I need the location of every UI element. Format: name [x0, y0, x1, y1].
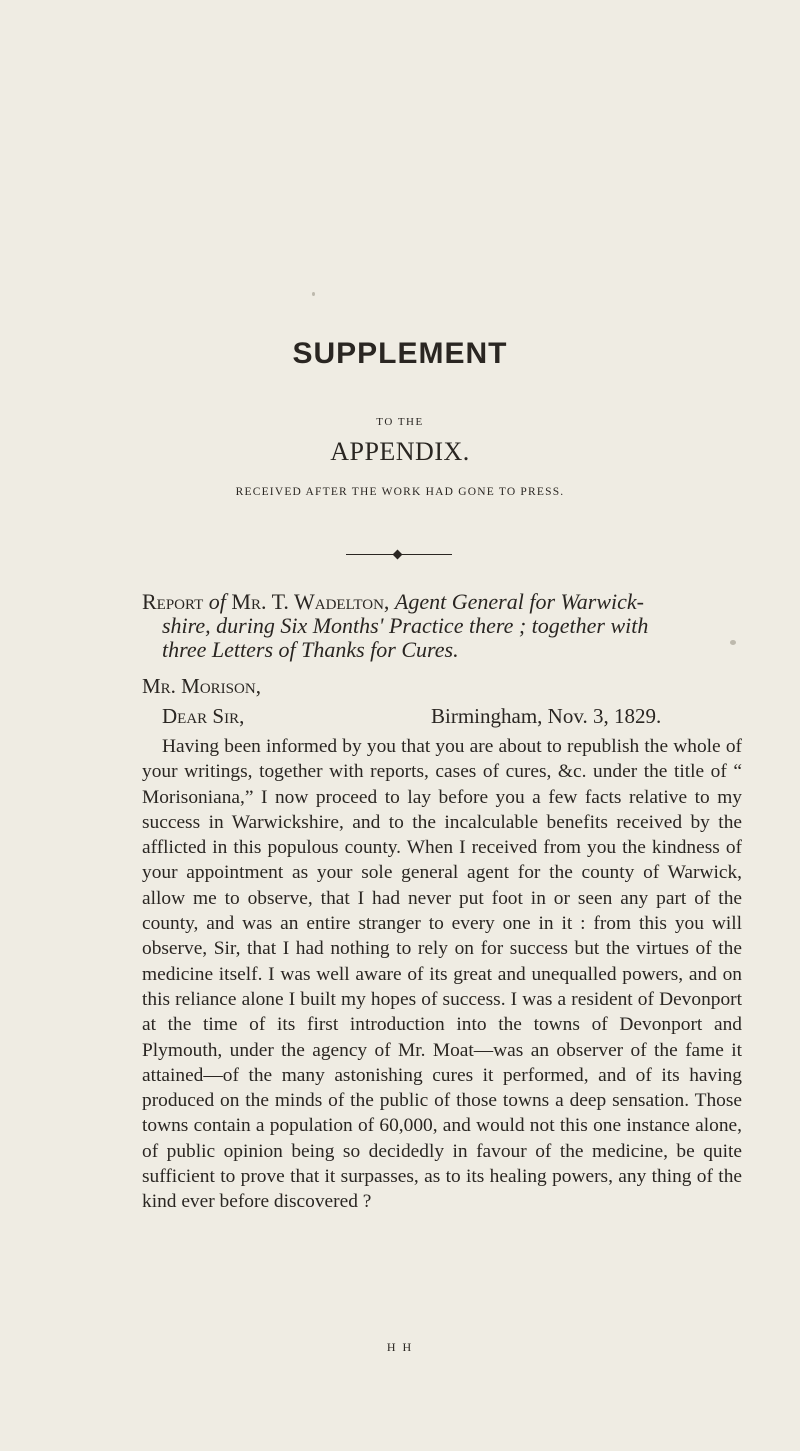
report-title-line2: shire, during Six Months' Practice there ; together with [162, 613, 649, 638]
divider-ornament-icon [393, 550, 403, 560]
report-of: of [208, 589, 226, 614]
report-title [142, 590, 742, 662]
received-note: RECEIVED AFTER THE WORK HAD GONE TO PRESS. [235, 486, 565, 498]
salutation: Dear Sir, [162, 704, 245, 728]
report-title-line1: Agent General for Warwick- [394, 589, 645, 614]
report-title-line3: three Letters of Thanks for Cures. [162, 637, 459, 662]
dateline: Birmingham, Nov. 3, 1829. [431, 704, 662, 728]
signature-mark: H H [386, 1340, 414, 1354]
paper-speck [312, 292, 315, 296]
addressee: Mr. Morison, [142, 674, 261, 698]
subheading-appendix: APPENDIX. [330, 437, 470, 466]
subheading-to: TO THE [376, 416, 424, 428]
letter-body: Having been informed by you that you are about to republish the whole of your writings, together with reports, cases of cures, &c. under the title of “ Morisoniana,” I now proceed to lay before you a few facts relative to my success in Warwickshire, and to the incalculable benefits received by the afflicted in this populous county. When I received from you the kindness of your appointment as your sole general agent for the county of Warwick, allow me to observe, that I had never put foot in or seen any part of the county, and was an entire stranger to every one in it : from this you will observe, Sir, that I had nothing to rely on for success but the virtues of the medicine itself. I was well aware of its great and unequalled powers, and on this reliance alone I built my hopes of success. I was a resident of Devonport at the time of its first introduction into the towns of Devonport and Plymouth, under the agency of Mr. Moat—was an observer of the fame it attained—of the many astonishing cures it performed, and of its having produced on the minds of the public of those towns a deep sensation. Those towns contain a population of 60,000, and would not this one instance alone, of public opinion being so decidedly in favour of the medicine, be quite sufficient to prove that it surpasses, as to its healing powers, any thing of the kind ever before discovered ? [142, 736, 742, 1213]
page-title: SUPPLEMENT [292, 337, 508, 370]
report-word: Report [142, 589, 204, 614]
report-author: Mr. T. Wadelton, [231, 589, 390, 614]
